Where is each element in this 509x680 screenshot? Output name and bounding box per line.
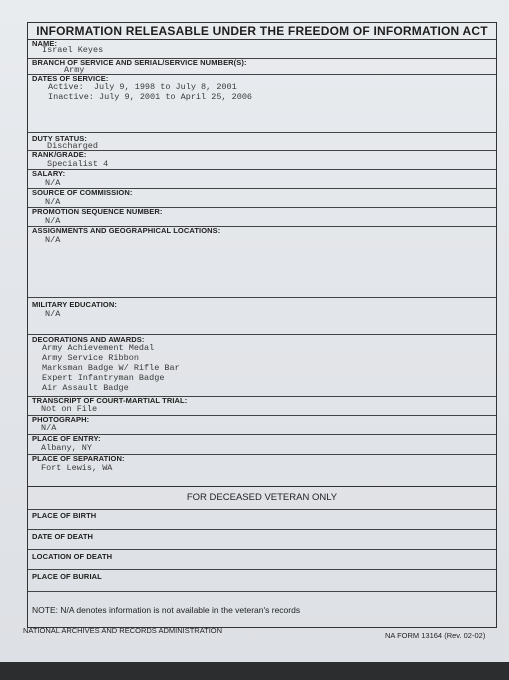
place-of-birth-label: PLACE OF BIRTH [32,511,97,520]
place-entry-value: Albany, NY [41,443,93,453]
place-separation-value: Fort Lewis, WA [41,463,113,473]
branch-field [28,58,496,75]
promotion-field [28,207,496,227]
salary-label: SALARY: [32,169,66,178]
court-martial-value: Not on File [41,404,98,414]
place-of-burial-label: PLACE OF BURIAL [32,572,102,581]
rank-label: RANK/GRADE: [32,150,87,159]
promotion-label: PROMOTION SEQUENCE NUMBER: [32,207,163,216]
salary-field [28,169,496,189]
name-label: NAME: [32,39,58,48]
deceased-veteran-header: FOR DECEASED VETERAN ONLY [28,486,496,510]
court-martial-label: TRANSCRIPT OF COURT-MARTIAL TRIAL: [32,396,188,405]
court-martial-field [28,396,496,416]
place-separation-field [28,454,496,486]
rank-value: Specialist 4 [47,159,109,169]
date-of-death-field [28,529,496,550]
dates-inactive: Inactive: July 9, 2001 to April 25, 2006 [48,92,253,102]
branch-value: Army [64,65,85,75]
place-of-birth-field [28,508,496,530]
dates-label: DATES OF SERVICE: [32,74,109,83]
form-title: INFORMATION RELEASABLE UNDER THE FREEDOM OF INFORMATION ACT [28,23,496,40]
education-label: MILITARY EDUCATION: [32,300,117,309]
place-separation-label: PLACE OF SEPARATION: [32,454,125,463]
decoration-item: Army Achievement Medal [42,343,155,353]
decoration-item: Army Service Ribbon [42,353,139,363]
assignments-field [28,226,496,298]
location-of-death-label: LOCATION OF DEATH [32,552,113,561]
footer-form-number: NA FORM 13164 (Rev. 02-02) [385,631,486,640]
salary-value: N/A [45,178,61,188]
source-commission-label: SOURCE OF COMMISSION: [32,188,133,197]
source-commission-value: N/A [45,197,61,207]
place-entry-field [28,434,496,455]
duty-status-value: Discharged [47,141,99,151]
place-entry-label: PLACE OF ENTRY: [32,434,101,443]
rank-field [28,150,496,170]
assignments-label: ASSIGNMENTS AND GEOGRAPHICAL LOCATIONS: [32,226,221,235]
note-text: NOTE: N/A denotes information is not available in the veteran's records [28,591,496,627]
decoration-item: Air Assault Badge [42,383,129,393]
assignments-value: N/A [45,235,61,245]
photograph-value: N/A [41,423,57,433]
foia-form [27,22,497,628]
decorations-field [28,334,496,397]
name-field [28,39,496,59]
source-commission-field [28,188,496,208]
footer-agency: NATIONAL ARCHIVES AND RECORDS ADMINISTRATION [23,626,223,635]
decoration-item: Marksman Badge W/ Rifle Bar [42,363,180,373]
education-value: N/A [45,309,61,319]
education-field [28,297,496,335]
branch-label: BRANCH OF SERVICE AND SERIAL/SERVICE NUMBER(S): [32,58,247,67]
decorations-label: DECORATIONS AND AWARDS: [32,335,145,344]
place-of-burial-field [28,569,496,591]
dates-active: Active: July 9, 1998 to July 8, 2001 [48,82,237,92]
name-value: Israel Keyes [42,45,104,55]
promotion-value: N/A [45,216,61,226]
duty-status-field [28,132,496,151]
photograph-label: PHOTOGRAPH: [32,415,90,424]
date-of-death-label: DATE OF DEATH [32,532,94,541]
decoration-item: Expert Infantryman Badge [42,373,165,383]
background-surface [0,662,509,680]
photograph-field [28,415,496,435]
dates-field [28,74,496,133]
location-of-death-field [28,549,496,570]
duty-status-label: DUTY STATUS: [32,134,87,143]
